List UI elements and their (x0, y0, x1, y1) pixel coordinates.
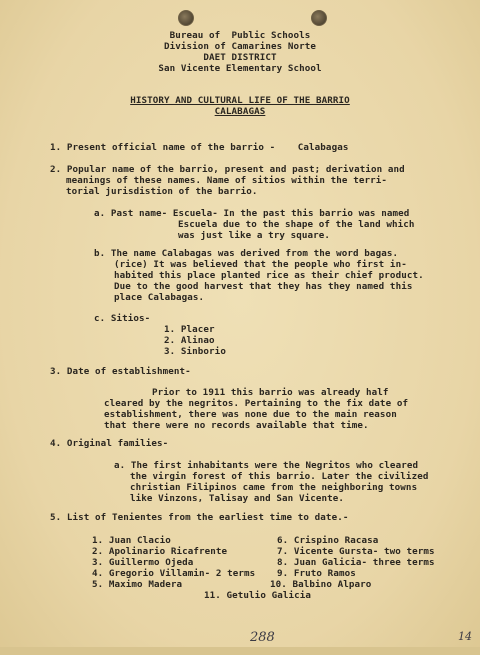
teniente-item: 11. Getulio Galicia (204, 590, 311, 601)
section-2a-line: a. Past name- Escuela- In the past this barrio was named (94, 208, 410, 219)
header-bureau: Bureau of Public Schools (169, 30, 311, 41)
section-2c-label: c. Sitios- (94, 313, 151, 324)
section-3-line: Prior to 1911 this barrio was already half (152, 387, 389, 398)
teniente-item: 9. Fruto Ramos (277, 568, 356, 579)
sitio-item: 2. Alinao (164, 335, 215, 346)
section-2b-line: habited this place planted rice as their chief product. (114, 270, 424, 281)
teniente-item: 10. Balbino Alparo (270, 579, 372, 590)
teniente-item: 8. Juan Galicia- three terms (277, 557, 435, 568)
header-district: DAET DISTRICT (203, 52, 277, 63)
section-3-line: establishment, there was none due to the main reason (104, 409, 397, 420)
teniente-item: 2. Apolinario Ricafrente (92, 546, 228, 557)
sitio-item: 1. Placer (164, 324, 215, 335)
section-2b-line: Due to the good harvest that they has they named this (114, 281, 413, 292)
section-2-line: meanings of these names. Name of sitios within the terri- (66, 175, 387, 186)
section-4-line: a. The first inhabitants were the Negritos who cleared (114, 460, 419, 471)
page-bottom-edge (0, 647, 480, 655)
document-title-barrio: CALABAGAS (214, 106, 266, 117)
teniente-item: 4. Gregorio Villamin- 2 terms (92, 568, 256, 579)
section-2-line: torial jurisdistion of the barrio. (66, 186, 258, 197)
section-4-heading: 4. Original families- (50, 438, 169, 449)
handwritten-corner-number: 14 (458, 630, 472, 643)
teniente-item: 3. Guillermo Ojeda (92, 557, 194, 568)
sitio-item: 3. Sinborio (164, 346, 226, 357)
section-4-line: the virgin forest of this barrio. Later the civilized (130, 471, 429, 482)
header-division: Division of Camarines Norte (163, 41, 317, 52)
section-2b-line: place Calabagas. (114, 292, 205, 303)
section-2-line: 2. Popular name of the barrio, present and past; derivation and (50, 164, 405, 175)
section-2b-line: (rice) It was believed that the people who first in- (114, 259, 407, 270)
teniente-item: 6. Crispino Racasa (277, 535, 379, 546)
punch-hole (178, 10, 194, 26)
section-5-heading: 5. List of Tenientes from the earliest time to date.- (50, 512, 349, 523)
section-3-line: that there were no records available that time. (104, 420, 369, 431)
document-title: HISTORY AND CULTURAL LIFE OF THE BARRIO (130, 95, 350, 106)
handwritten-page-number: 288 (250, 630, 275, 645)
section-2a-line: Escuela due to the shape of the land which (178, 219, 415, 230)
punch-hole (311, 10, 327, 26)
section-1: 1. Present official name of the barrio - Calabagas (50, 142, 349, 153)
section-2b-line: b. The name Calabagas was derived from the word bagas. (94, 248, 399, 259)
section-2a-line: was just like a try square. (178, 230, 331, 241)
teniente-item: 1. Juan Clacio (92, 535, 171, 546)
teniente-item: 5. Maximo Madera (92, 579, 183, 590)
section-3-heading: 3. Date of establishment- (50, 366, 191, 377)
teniente-item: 7. Vicente Gursta- two terms (277, 546, 435, 557)
header-school: San Vicente Elementary School (158, 63, 322, 74)
section-4-line: like Vinzons, Talisay and San Vicente. (130, 493, 344, 504)
section-3-line: cleared by the negritos. Pertaining to the fix date of (104, 398, 409, 409)
section-4-line: christian Filipinos came from the neighboring towns (130, 482, 418, 493)
